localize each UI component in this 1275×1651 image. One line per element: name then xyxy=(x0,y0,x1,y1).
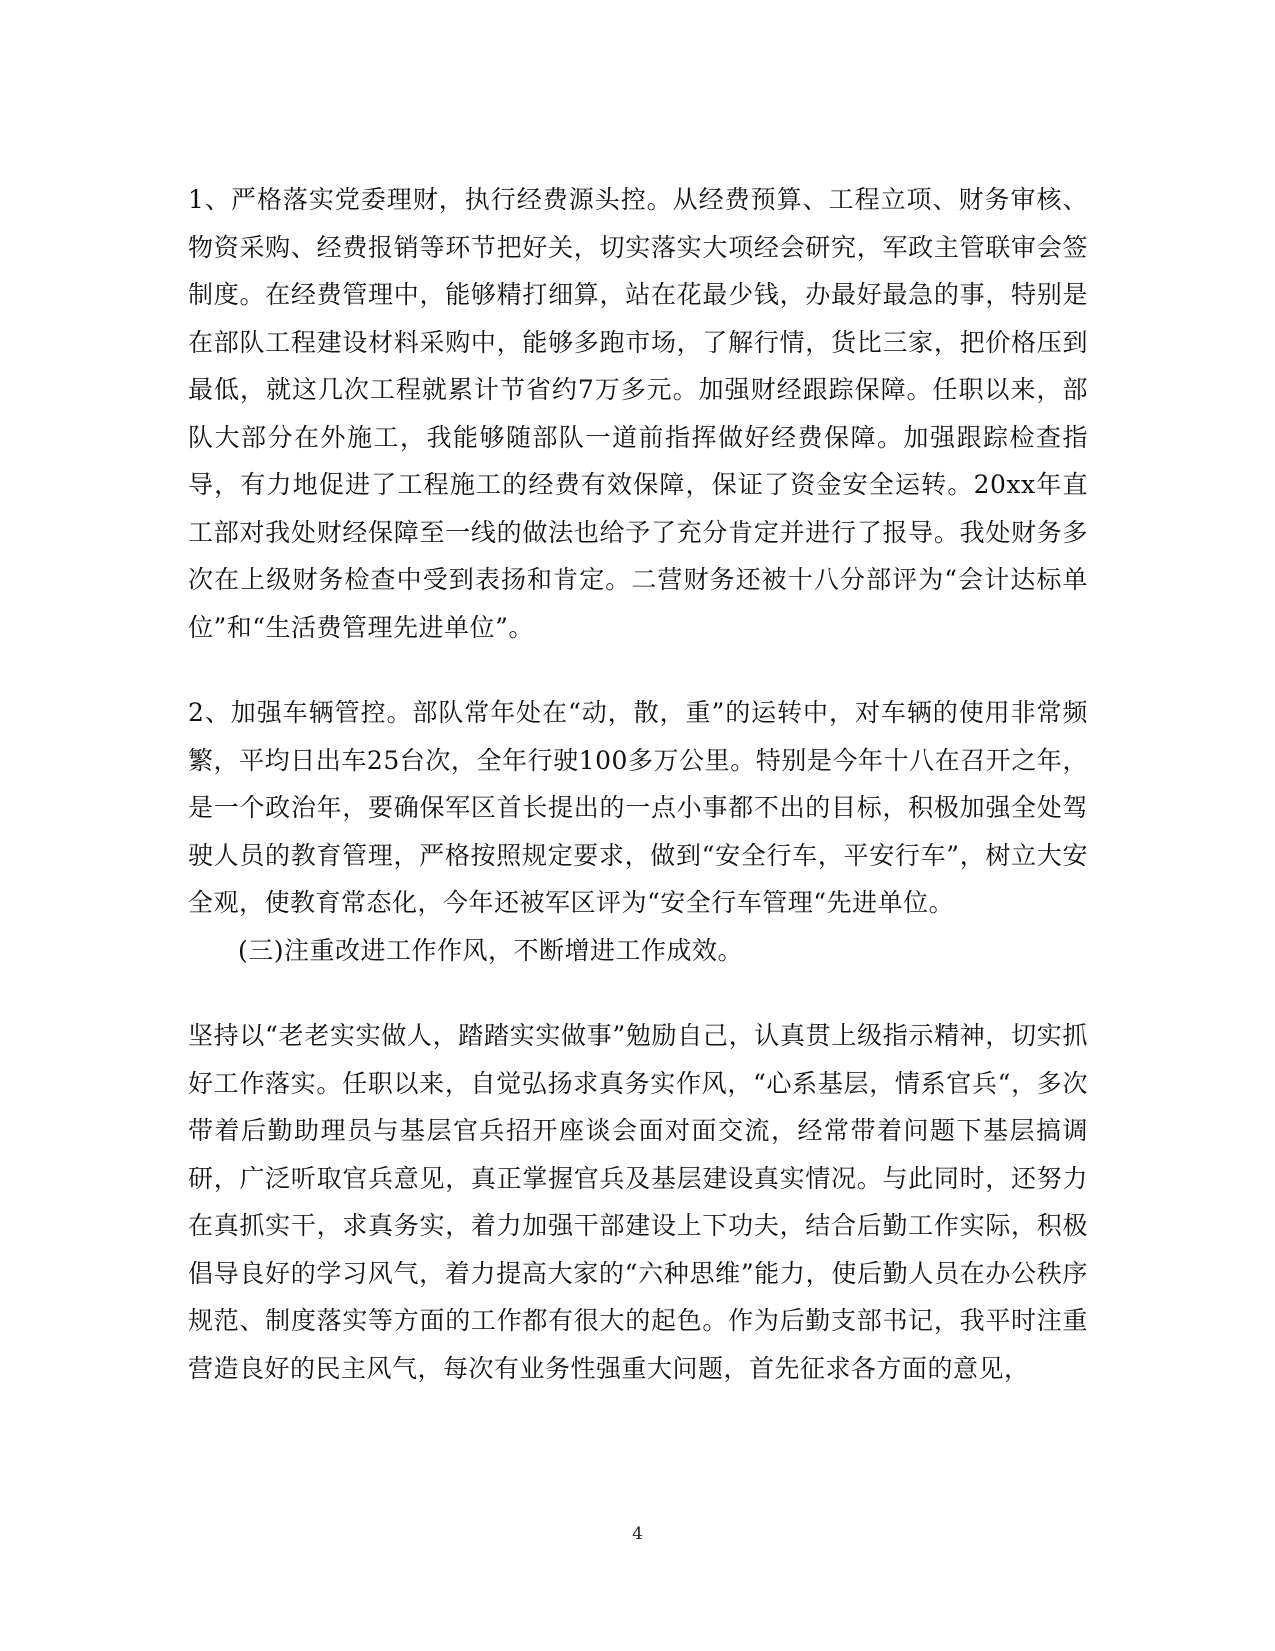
section-heading-work-style: (三)注重改进工作作风，不断增进工作成效。 xyxy=(238,935,744,965)
paragraph-spacer xyxy=(188,651,1088,689)
document-body xyxy=(188,176,1088,1392)
page-number: 4 xyxy=(632,1524,643,1544)
paragraph-work-style: 坚持以“老老实实做人，踏踏实实做事”勉励自己，认真贯上级指示精神，切实抓好工作落实。任职以来，自觉弘扬求真务实作风，“心系基层，情系官兵“，多次带着后勤助理员与基层官兵招开座谈会面对面交流，经常带着问题下基层搞调研，广泛听取官兵意见，真正掌握官兵及基层建设真实情况。与此同时，还努力在真抓实干，求真务实，着力加强干部建设上下功夫，结合后勤工作实际，积极倡导良好的学习风气，着力提高大家的“六种思维”能力，使后勤人员在办公秩序规范、制度落实等方面的工作都有很大的起色。作为后勤支部书记，我平时注重营造良好的民主风气，每次有业务性强重大问题，首先征求各方面的意见， xyxy=(188,1021,1088,1383)
paragraph-financial-control: 1、严格落实党委理财，执行经费源头控。从经费预算、工程立项、财务审核、物资采购、经费报销等环节把好关，切实落实大项经会研究，军政主管联审会签制度。在经费管理中，能够精打细算，站在花最少钱，办最好最急的事，特别是在部队工程建设材料采购中，能够多跑市场，了解行情，货比三家，把价格压到最低，就这几次工程就累计节省约7万多元。加强财经跟踪保障。任职以来，部队大部分在外施工，我能够随部队一道前指挥做好经费保障。加强跟踪检查指导，有力地促进了工程施工的经费有效保障，保证了资金安全运转。20xx年直工部对我处财经保障至一线的做法也给予了充分肯定并进行了报导。我处财务多次在上级财务检查中受到表扬和肯定。二营财务还被十八分部评为“会计达标单位”和“生活费管理先进单位”。 xyxy=(188,185,1088,642)
paragraph-spacer xyxy=(188,974,1088,1012)
paragraph-vehicle-control: 2、加强车辆管控。部队常年处在“动，散，重”的运转中，对车辆的使用非常频繁，平均日出车25台次，全年行驶100多万公里。特别是今年十八在召开之年，是一个政治年，要确保军区首长提出的一点小事都不出的目标，积极加强全处驾驶人员的教育管理，严格按照规定要求，做到“安全行车，平安行车”，树立大安全观，使教育常态化，今年还被军区评为“安全行车管理“先进单位。 xyxy=(188,698,1088,917)
